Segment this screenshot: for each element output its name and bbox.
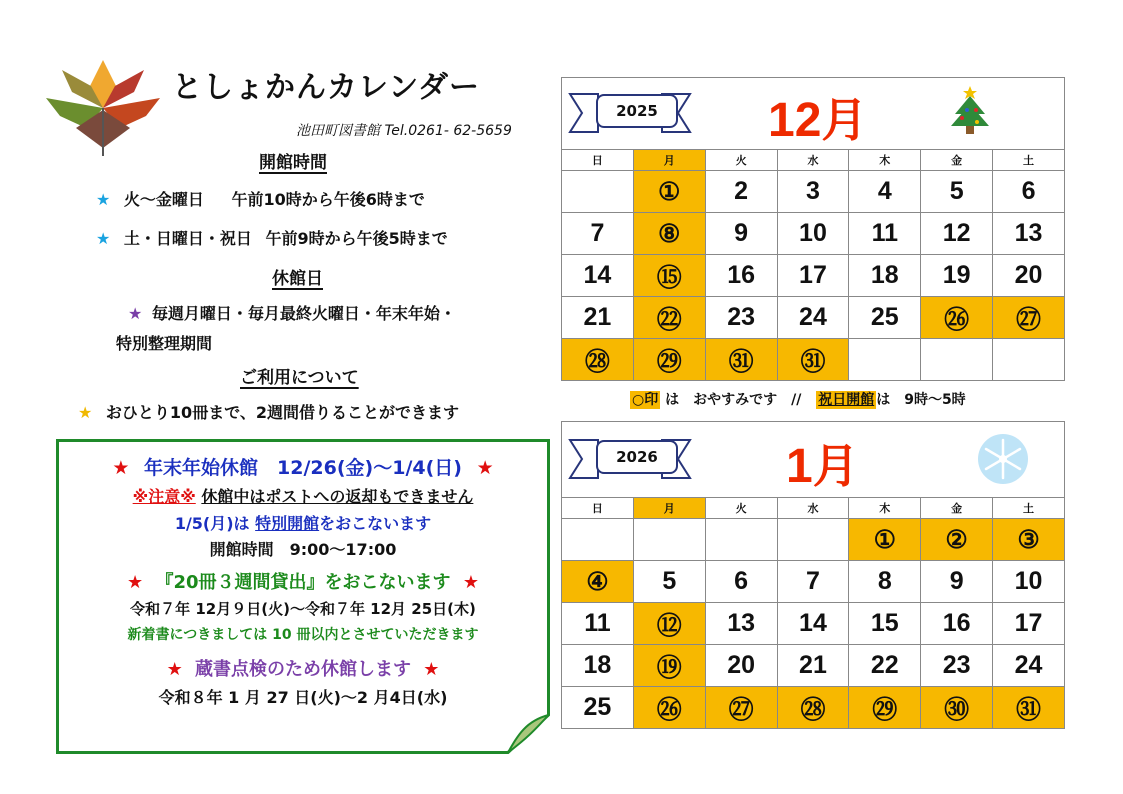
special-hours-line: 開館時間 9:00～17:00 [209, 540, 397, 559]
day-cell [562, 519, 634, 561]
year-end-line: ★ 年末年始休館 12/26(金)～1/4(日) ★ [112, 457, 494, 479]
day-cell: 18 [849, 255, 921, 297]
usage-heading: ご利用について [240, 368, 359, 388]
weekday-header: 金 [921, 150, 993, 171]
weekday-header: 木 [849, 150, 921, 171]
day-cell [993, 339, 1065, 381]
star-icon: ★ [78, 403, 93, 422]
day-cell-closed: ② [921, 519, 993, 561]
legend: ○印 は おやすみです // 祝日開館 は 9時～5時 [632, 392, 966, 408]
day-cell: 18 [562, 645, 634, 687]
new-books-line: 新着書につきましては 10 冊以内とさせていただきます [127, 627, 479, 643]
star-icon: ★ [96, 229, 111, 248]
day-cell: 25 [849, 297, 921, 339]
star-icon: ★ [476, 457, 494, 479]
year-label: 2026 [596, 440, 678, 474]
day-cell-closed: ④ [562, 561, 634, 603]
day-cell-closed: ㉘ [562, 339, 634, 381]
calendar-january [561, 421, 1065, 729]
day-cell: 24 [993, 645, 1065, 687]
star-icon: ★ [423, 659, 440, 680]
notice-box [56, 439, 550, 754]
day-cell-closed: ① [633, 171, 705, 213]
day-cell [633, 519, 705, 561]
hours-line-2: ★ 土・日曜日・祝日 午前9時から午後5時まで [96, 229, 448, 248]
day-cell [849, 339, 921, 381]
day-cell: 7 [562, 213, 634, 255]
day-cell: 20 [705, 645, 777, 687]
weekday-header: 火 [705, 150, 777, 171]
day-cell-closed: ㉙ [633, 339, 705, 381]
day-cell: 10 [993, 561, 1065, 603]
day-cell: 5 [633, 561, 705, 603]
day-cell-closed: ㉙ [849, 687, 921, 729]
day-cell: 5 [921, 171, 993, 213]
day-cell: 9 [921, 561, 993, 603]
day-cell-closed: ① [849, 519, 921, 561]
day-cell: 6 [705, 561, 777, 603]
day-cell: 16 [705, 255, 777, 297]
day-cell: 6 [993, 171, 1065, 213]
day-cell: 14 [562, 255, 634, 297]
weekday-header: 日 [562, 150, 634, 171]
day-cell-closed: ㉒ [633, 297, 705, 339]
weekday-header: 月 [633, 498, 705, 519]
day-cell: 15 [849, 603, 921, 645]
day-cell: 22 [849, 645, 921, 687]
day-cell: 4 [849, 171, 921, 213]
library-tel: 池田町図書館 Tel.0261- 62-5659 [296, 123, 512, 139]
day-cell-closed: ㉗ [993, 297, 1065, 339]
day-cell: 3 [777, 171, 849, 213]
day-cell-closed: ⑲ [633, 645, 705, 687]
day-cell: 19 [921, 255, 993, 297]
day-cell-closed: ㉛ [993, 687, 1065, 729]
day-cell: 12 [921, 213, 993, 255]
day-cell: 17 [993, 603, 1065, 645]
inventory-period: 令和８年 1 月 27 日(火)～2 月4日(水) [158, 688, 448, 707]
day-cell: 14 [777, 603, 849, 645]
day-cell: 17 [777, 255, 849, 297]
closed-line-2: 特別整理期間 [116, 334, 213, 353]
star-icon: ★ [128, 304, 143, 323]
month-title: 12月 [768, 94, 868, 147]
month-title: 1月 [786, 440, 859, 493]
day-cell-closed: ㉚ [921, 687, 993, 729]
special-open-line: 1/5(月)は 特別開館をおこないます [174, 514, 432, 533]
calendar-header [561, 77, 1065, 149]
day-cell-closed: ③ [993, 519, 1065, 561]
weekday-header: 月 [633, 150, 705, 171]
calendar-grid [561, 497, 1065, 729]
day-cell [705, 519, 777, 561]
day-cell: 11 [849, 213, 921, 255]
page-title: としょかんカレンダー [172, 70, 481, 105]
day-cell: 2 [705, 171, 777, 213]
calendar-december [561, 77, 1065, 381]
closed-line-1: ★ 毎週月曜日・毎月最終火曜日・年末年始・ [128, 304, 456, 323]
weekday-header: 金 [921, 498, 993, 519]
day-cell: 9 [705, 213, 777, 255]
weekday-header: 水 [777, 498, 849, 519]
star-icon: ★ [112, 457, 130, 479]
day-cell [777, 519, 849, 561]
loan-line: ★ 『20冊３週間貸出』をおこないます ★ [127, 572, 479, 593]
year-label: 2025 [596, 94, 678, 128]
day-cell-closed: ㉘ [777, 687, 849, 729]
calendar-grid [561, 149, 1065, 381]
closed-heading: 休館日 [272, 269, 323, 289]
weekday-header: 土 [993, 150, 1065, 171]
day-cell: 13 [705, 603, 777, 645]
day-cell-closed: ⑮ [633, 255, 705, 297]
day-cell-closed: ⑧ [633, 213, 705, 255]
day-cell-closed: ㉗ [705, 687, 777, 729]
day-cell-closed: ㉛ [705, 339, 777, 381]
caution-line: ※注意※ 休館中はポストへの返却もできません [132, 487, 474, 506]
weekday-header: 水 [777, 150, 849, 171]
hours-heading: 開館時間 [259, 153, 327, 173]
day-cell: 21 [562, 297, 634, 339]
day-cell: 24 [777, 297, 849, 339]
day-cell: 21 [777, 645, 849, 687]
usage-line: ★ おひとり10冊まで、2週間借りることができます [78, 403, 460, 422]
calendar-header [561, 421, 1065, 497]
star-icon: ★ [166, 659, 183, 680]
star-icon: ★ [96, 190, 111, 209]
day-cell: 25 [562, 687, 634, 729]
day-cell: 13 [993, 213, 1065, 255]
weekday-header: 日 [562, 498, 634, 519]
inventory-line: ★ 蔵書点検のため休館します ★ [166, 659, 440, 680]
day-cell-closed: ⑫ [633, 603, 705, 645]
weekday-header: 火 [705, 498, 777, 519]
weekday-header: 土 [993, 498, 1065, 519]
day-cell-closed: ㉖ [921, 297, 993, 339]
day-cell: 20 [993, 255, 1065, 297]
star-icon: ★ [127, 572, 144, 593]
day-cell: 11 [562, 603, 634, 645]
maple-leaf-icon [42, 58, 164, 158]
day-cell: 8 [849, 561, 921, 603]
day-cell [562, 171, 634, 213]
day-cell: 7 [777, 561, 849, 603]
star-icon: ★ [462, 572, 479, 593]
day-cell-closed: ㉖ [633, 687, 705, 729]
day-cell: 23 [705, 297, 777, 339]
day-cell: 16 [921, 603, 993, 645]
day-cell: 23 [921, 645, 993, 687]
day-cell: 10 [777, 213, 849, 255]
snowflake-icon [976, 432, 1030, 486]
weekday-header: 木 [849, 498, 921, 519]
loan-period: 令和７年 12月９日(火)～令和７年 12月 25日(木) [130, 600, 476, 618]
day-cell-closed: ㉛ [777, 339, 849, 381]
hours-line-1: ★ 火～金曜日 午前10時から午後6時まで [96, 190, 425, 209]
day-cell [921, 339, 993, 381]
christmas-tree-icon [947, 82, 993, 140]
